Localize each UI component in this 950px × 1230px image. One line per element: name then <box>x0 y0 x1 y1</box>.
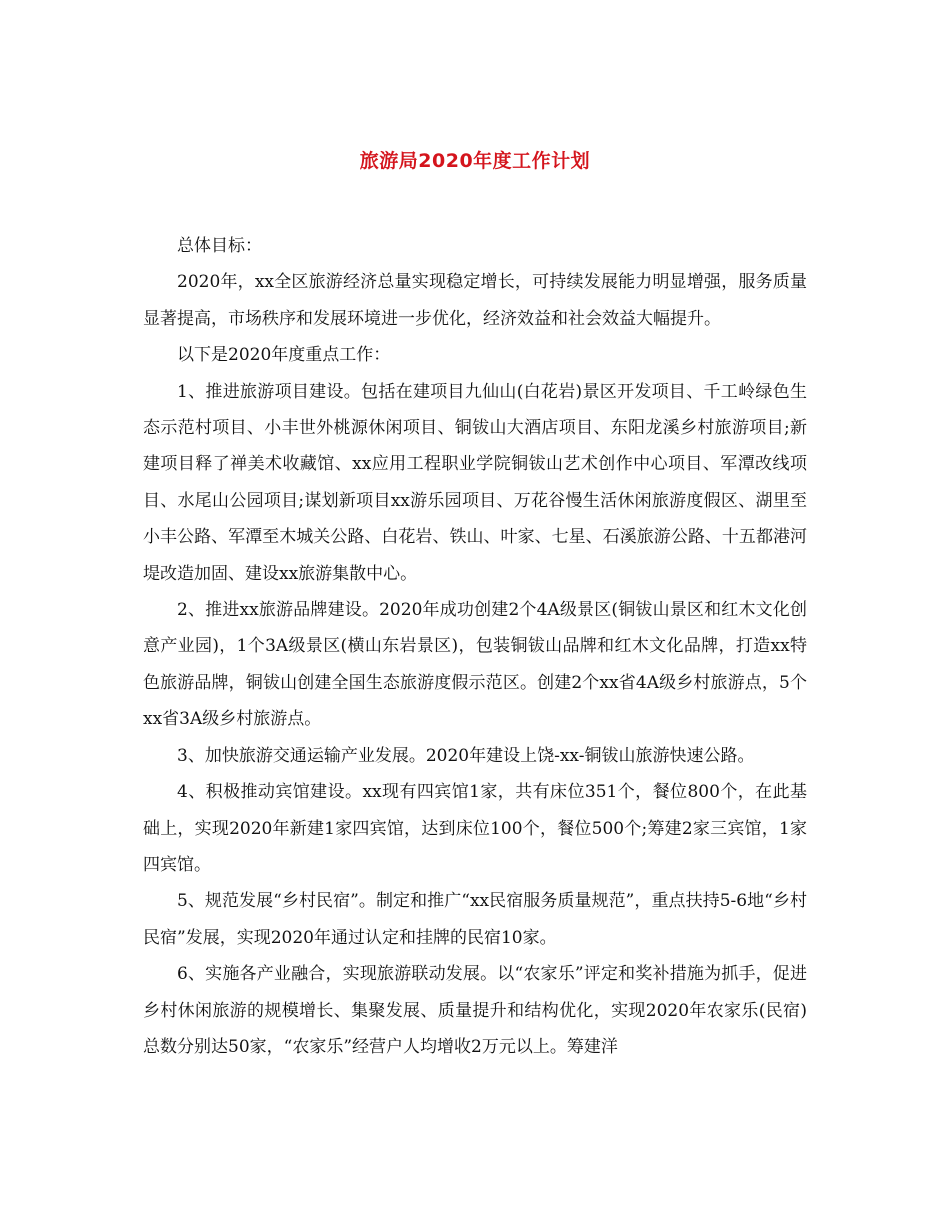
paragraph-item-2: 2、推进xx旅游品牌建设。2020年成功创建2个4A级景区(铜钹山景区和红木文化创意产业园)，1个3A级景区(横山东岩景区)，包装铜钹山品牌和红木文化品牌，打造xx特色旅游品牌，铜钹山创建全国生态旅游度假示范区。创建2个xx省4A级乡村旅游点，5个xx省3A级乡村旅游点。 <box>143 600 807 730</box>
paragraph-item-3: 3、加快旅游交通运输产业发展。2020年建设上饶-xx-铜钹山旅游快速公路。 <box>177 745 755 766</box>
paragraph-item-4: 4、积极推动宾馆建设。xx现有四宾馆1家，共有床位351个，餐位800个，在此基础上，实现2020年新建1家四宾馆，达到床位100个，餐位500个;筹建2家三宾馆，1家四宾馆。 <box>143 782 807 875</box>
paragraph-key-work-intro: 以下是2020年度重点工作： <box>177 345 391 366</box>
document-title: 旅游局2020年度工作计划 <box>359 150 591 172</box>
document-body <box>143 228 807 1065</box>
paragraph-overall-goal-heading: 总体目标： <box>177 236 262 256</box>
paragraph-item-1: 1、推进旅游项目建设。包括在建项目九仙山(白花岩)景区开发项目、千工岭绿色生态示范村项目、小丰世外桃源休闲项目、铜钹山大酒店项目、东阳龙溪乡村旅游项目;新建项目释了禅美术收藏馆、xx应用工程职业学院铜钹山艺术创作中心项目、军潭改线项目、水尾山公园项目;谋划新项目xx游乐园项目、万花谷慢生活休闲旅游度假区、湖里至小丰公路、军潭至木城关公路、白花岩、铁山、叶家、七星、石溪旅游公路、十五都港河堤改造加固、建设xx旅游集散中心。 <box>143 381 807 584</box>
paragraph-item-6: 6、实施各产业融合，实现旅游联动发展。以“农家乐”评定和奖补措施为抓手，促进乡村休闲旅游的规模增长、集聚发展、质量提升和结构优化，实现2020年农家乐(民宿)总数分别达50家，“农家乐”经营户人均增收2万元以上。筹建洋 <box>143 964 807 1057</box>
paragraph-overall-goal: 2020年，xx全区旅游经济总量实现稳定增长，可持续发展能力明显增强，服务质量显著提高，市场秩序和发展环境进一步优化，经济效益和社会效益大幅提升。 <box>143 272 807 329</box>
paragraph-item-5: 5、规范发展“乡村民宿”。制定和推广“xx民宿服务质量规范”，重点扶持5-6地“乡村民宿”发展，实现2020年通过认定和挂牌的民宿10家。 <box>143 891 807 948</box>
